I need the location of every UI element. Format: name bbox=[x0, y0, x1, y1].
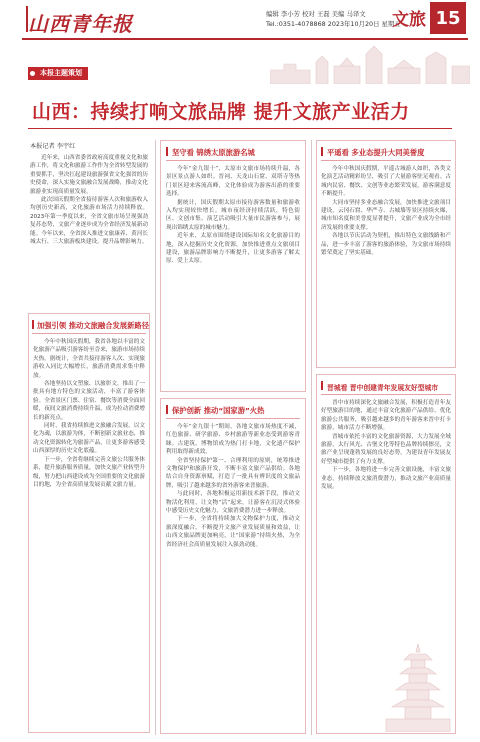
section-name: 文旅 bbox=[392, 10, 426, 30]
right-top-rule bbox=[321, 160, 451, 161]
pagoda-illustration bbox=[380, 640, 456, 732]
middle-bottom-text bbox=[166, 423, 300, 729]
intro-paragraph: 近年来，山西省委省政府高度重视文化和旅游工作，将文化和旅游工作作为全省转型发展的重要抓手，坚决扛起建设旅游强省文化强省的历史使命，深入实施文旅融合发展战略，推动文化旅游业实现高质量发展。 bbox=[30, 155, 148, 195]
headline-rule bbox=[28, 128, 452, 129]
intro-paragraph: 此次国庆假期全省接待游客人次和旅游收入均创历史新高，文化旅游市场活力持续释放。2023年第一季度以来，全省文旅市场呈现强劲复苏态势，文旅产业逐步成为全省经济发展新动能。今年以来，全省深入推进文旅康养、黄河长城太行、三大旅游板块建设，提升品牌影响力。 bbox=[30, 197, 148, 246]
left-section-title: 加强引领 推动文旅融合发展新路径 bbox=[37, 321, 149, 330]
middle-bottom-paragraph: 全省坚持保护第一、合理利用的原则，统筹推进文物保护和旅游开发，不断丰富文旅产品供给。各地结合自身资源禀赋，打造了一批具有辨识度的文旅品牌，吸引了越来越多的省外游客来晋旅游。 bbox=[166, 457, 300, 489]
right-top-bar bbox=[321, 147, 323, 156]
left-paragraph: 各地坚持以文塑旅、以旅彰文，推出了一批具有地方特色的文旅活动，丰富了游客体验。全省景区门票、住宿、餐饮等消费全面回暖，夜间文旅消费持续升温，成为拉动消费增长的新亮点。 bbox=[33, 381, 145, 421]
middle-bottom-title: 保护创新 推动“国家游”火热 bbox=[172, 406, 265, 415]
right-bottom-paragraph: 晋中市持续深化文旅融合发展，积极打造青年友好型旅游目的地，通过丰富文化旅游产品供给、优化旅游公共服务，吸引越来越多的青年游客来晋中打卡旅游，城市活力不断增强。 bbox=[321, 400, 451, 432]
issue-date: Tel.:0351-4078868 2023年10月20日 星期五 bbox=[266, 20, 401, 28]
left-section-rule bbox=[32, 333, 146, 334]
middle-top-bar bbox=[166, 147, 168, 156]
byline: 本报记者 李宇红 bbox=[30, 143, 76, 150]
middle-bottom-paragraph: 下一步，全省将持续加大文物保护力度，推动文旅深度融合，不断提升文旅产业发展质量和效益，让山西文旅品牌更加响亮，让“国家游”持续火热，为全省经济社会高质量发展注入强劲动能。 bbox=[166, 516, 300, 548]
page-number-badge: 15 bbox=[430, 2, 466, 34]
planner-dot bbox=[30, 71, 35, 76]
middle-bottom-paragraph: 今年“金九银十”期间，各地文旅市场热度不减，红色旅游、研学旅游、乡村旅游等新业态受到游客青睐。古建筑、博物馆成为热门打卡地，文化遗产保护利用取得新成效。 bbox=[166, 424, 300, 456]
right-bottom-paragraph: 晋城市依托丰富的文化旅游资源，大力发展全域旅游，太行风光、古堡文化等特色品牌持续擦亮，文旅产业呈现蓬勃发展的良好态势，为建设青年发展友好型城市提供了有力支撑。 bbox=[321, 433, 451, 465]
right-top-text bbox=[321, 165, 451, 363]
middle-top-paragraph: 今年“金九银十”，太原市文旅市场持续升温，各景区景点游人如织。晋祠、天龙山石窟、双塔寺等热门景区迎来客流高峰，文化体验成为游客出游的重要选择。 bbox=[166, 166, 300, 198]
column-divider-right bbox=[311, 140, 312, 735]
right-bottom-rule bbox=[321, 394, 451, 395]
middle-bottom-paragraph: 与此同时，各地积极运用新技术新手段，推动文物活化利用，让文物“活”起来，让游客在沉浸式体验中感受历史文化魅力，文旅消费潜力进一步释放。 bbox=[166, 491, 300, 515]
middle-top-paragraph: 据统计，国庆假期太原市接待游客数量和旅游收入均实现较快增长。城市夜经济持续活跃，特色街区、文创市集、演艺活动吸引大量市民游客参与，展现出锦绣太原的城市魅力。 bbox=[166, 199, 300, 231]
right-top-paragraph: 今年中秋国庆假期，平遥古城游人如织，各类文化演艺活动精彩纷呈，吸引了大量游客驻足观看。古城内民宿、餐饮、文创等业态繁荣发展，游客满意度不断提升。 bbox=[321, 166, 451, 198]
middle-top-rule bbox=[166, 160, 300, 161]
newspaper-logo: 山西青年报 bbox=[28, 12, 133, 36]
middle-top-paragraph: 近年来，太原市围绕建设国际知名文化旅游目的地，深入挖掘历史文化资源，加快推进重点文旅项目建设，旅游品牌影响力不断提升，让更多游客了解太原、爱上太原。 bbox=[166, 233, 300, 265]
right-bottom-bar bbox=[321, 381, 323, 390]
right-bottom-paragraph: 下一步，各地将进一步完善文旅设施，丰富文旅业态，持续释放文旅消费潜力，推动文旅产业高质量发展。 bbox=[321, 467, 451, 491]
left-section-text bbox=[33, 338, 145, 728]
editor-credits: 编辑 李小芳 校对 王磊 美编 马译文 bbox=[266, 10, 366, 18]
right-bottom-text bbox=[321, 399, 451, 649]
skyline-illustration bbox=[270, 36, 470, 84]
headline: 山西：持续打响文旅品牌 提升文旅产业活力 bbox=[32, 101, 410, 123]
intro-text bbox=[30, 154, 148, 304]
column-divider-left bbox=[155, 140, 156, 735]
right-top-title: 平遥看 多业态提升大同美誉度 bbox=[327, 148, 425, 157]
left-paragraph: 今年中秋国庆假期，我省各地以丰富的文化旅游产品吸引游客纷至沓来，旅游市场持续火热。据统计，全省共接待游客人次、实现旅游收入同比大幅增长，旅游消费需求集中释放。 bbox=[33, 339, 145, 379]
middle-top-title: 坚守看 锦绣太原旅游名城 bbox=[172, 148, 255, 157]
left-paragraph: 同时，我省持续推进文旅融合发展，以文化为魂，以旅游为体，不断创新文旅业态，推动文化资源转化为旅游产品，让更多游客感受山西深厚的历史文化底蕴。 bbox=[33, 423, 145, 455]
right-top-paragraph: 大同市坚持多业态融合发展，加快推进文旅项目建设，云冈石窟、华严寺、古城墙等景区持续火爆，城市知名度和美誉度显著提升，文旅产业成为全市经济发展的重要支撑。 bbox=[321, 199, 451, 231]
middle-bottom-bar bbox=[166, 405, 168, 414]
right-bottom-title: 晋城看 晋中创建青年发展友好型城市 bbox=[327, 384, 439, 392]
left-section-bar bbox=[32, 320, 34, 329]
middle-bottom-rule bbox=[166, 418, 300, 419]
left-paragraph: 下一步，全省将继续完善文旅公共服务体系，提升旅游服务质量，加快文旅产业转型升级，努力把山西建设成为全国重要的文化旅游目的地，为全省高质量发展贡献文旅力量。 bbox=[33, 456, 145, 488]
middle-top-text bbox=[166, 165, 300, 387]
planner-tag: 本报主题策划 bbox=[28, 67, 88, 80]
right-top-paragraph: 各地以节庆活动为契机，推出特色文旅线路和产品，进一步丰富了游客的旅游体验，为文旅市场持续繁荣奠定了坚实基础。 bbox=[321, 233, 451, 257]
